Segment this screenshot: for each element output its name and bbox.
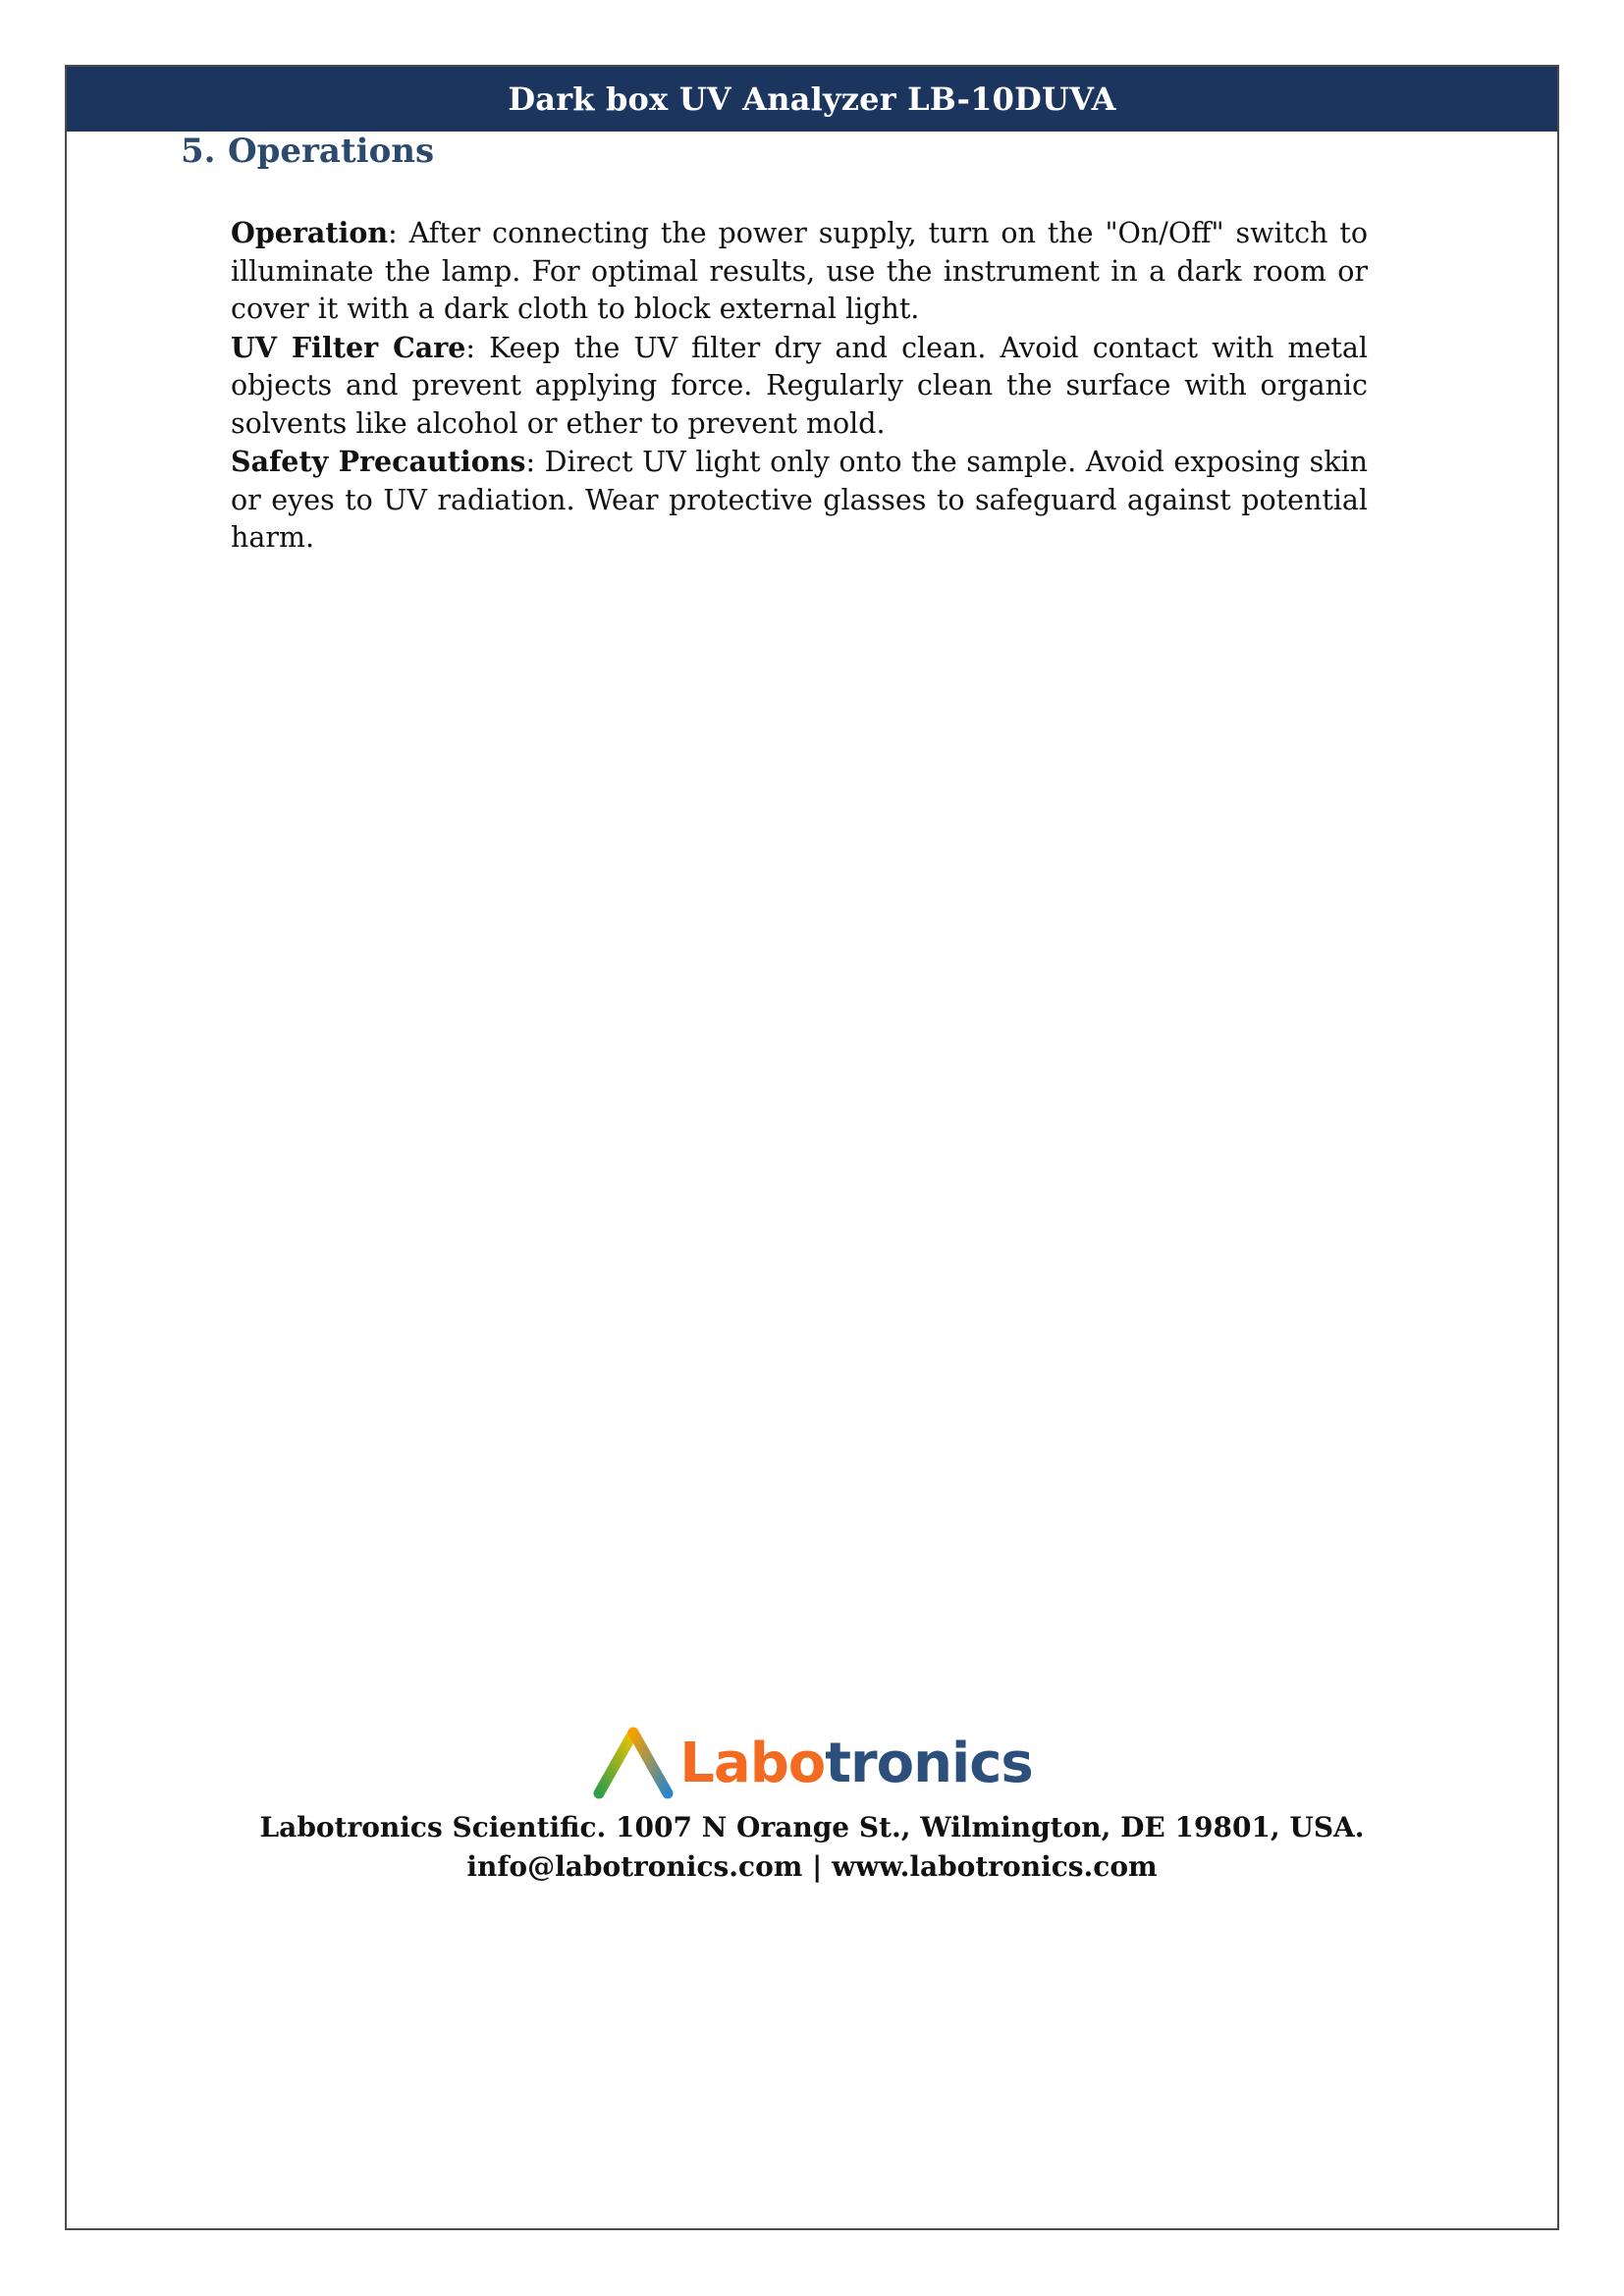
section-heading	[181, 132, 434, 171]
paragraph-safety-precautions	[231, 443, 1368, 558]
operations-content	[231, 214, 1368, 558]
paragraph-operation	[231, 214, 1368, 329]
paragraph-text: : After connecting the power supply, turn on the "On/Off" switch to illuminate the lamp. For optimal results, use the instrument in a dark room or cover it with a dark cloth to block external light.	[231, 217, 1368, 325]
footer	[0, 1722, 1624, 1887]
paragraph-label: Operation	[231, 216, 389, 249]
paragraph-label: UV Filter Care	[231, 330, 466, 364]
document-title: Dark box UV Analyzer LB-10DUVA	[508, 80, 1116, 118]
section-title: Operations	[228, 132, 435, 171]
paragraph-text: : Keep the UV filter dry and clean. Avoid contact with metal objects and prevent applying force. Regularly clean the surface with organic solvents like alcohol or ether to prevent mold.	[231, 331, 1368, 440]
logo-text-orange: Labo	[679, 1732, 826, 1795]
paragraph-text: : Direct UV light only onto the sample. Avoid exposing skin or eyes to UV radiation. Wear protective glasses to safeguard against potential harm.	[231, 446, 1368, 554]
paragraph-label: Safety Precautions	[231, 445, 526, 478]
paragraph-uv-filter-care	[231, 329, 1368, 444]
section-number: 5.	[181, 132, 216, 171]
triangle-logo-icon	[591, 1727, 676, 1801]
company-address: Labotronics Scientific. 1007 N Orange St., Wilmington, DE 19801, USA.	[259, 1811, 1365, 1843]
header-bar	[67, 67, 1557, 132]
company-contact: info@labotronics.com | www.labotronics.com	[466, 1850, 1158, 1883]
company-logo	[591, 1722, 1032, 1806]
logo-text-blue: tronics	[825, 1732, 1033, 1795]
logo-wordmark	[679, 1732, 1033, 1795]
